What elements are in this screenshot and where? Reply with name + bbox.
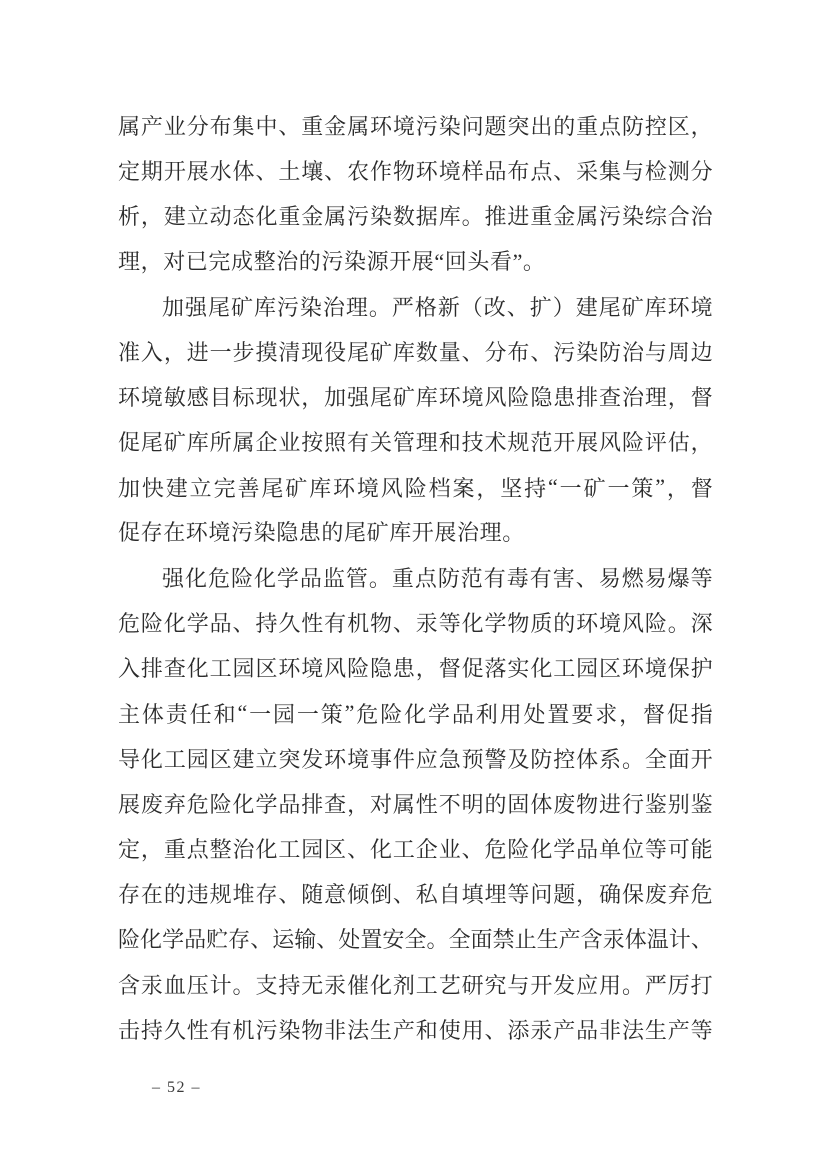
text-line: 危 险 化 学 品 、 持 久 性 有 机 物 、 汞 等 化 学 物 质 的 环 境 风 险 。 深: [118, 611, 713, 637]
document-text-block: [118, 103, 713, 1052]
text-line: 理，对已完成整治的污染源开展“回头看”。: [118, 248, 546, 274]
text-line: 定 期 开 展 水 体 、 土 壤 、 农 作 物 环 境 样 品 布 点 、 采 集 与 检 测 分: [118, 159, 713, 185]
text-line: 展 废 弃 危 险 化 学 品 排 查 ， 对 属 性 不 明 的 固 体 废 物 进 行 鉴 别 鉴: [118, 791, 713, 817]
paragraph-3: [118, 555, 713, 1052]
text-line: 加 快 建 立 完 善 尾 矿 库 环 境 风 险 档 案 ， 坚 持 “ 一 矿 一 策 ” ， 督: [118, 474, 713, 501]
text-line: 导 化 工 园 区 建 立 突 发 环 境 事 件 应 急 预 警 及 防 控 体 系 。 全 面 开: [118, 746, 713, 772]
text-line: 主 体 责 任 和 “ 一 园 一 策 ” 危 险 化 学 品 利 用 处 置 要 求 ， 督 促 指: [118, 700, 713, 727]
text-line: 强 化 危 险 化 学 品 监 管 。 重 点 防 范 有 毒 有 害 、 易 燃 易 爆 等: [162, 565, 713, 591]
text-line: 准 入 ， 进 一 步 摸 清 现 役 尾 矿 库 数 量 、 分 布 、 污 染 防 治 与 周 边: [118, 340, 713, 366]
text-line: 入 排 查 化 工 园 区 环 境 风 险 隐 患 ， 督 促 落 实 化 工 园 区 环 境 保 护: [118, 656, 713, 682]
text-line: 险 化 学 品 贮 存 、 运 输 、 处 置 安 全 。 全 面 禁 止 生 产 含 汞 体 温 计 、: [118, 927, 713, 953]
text-line: 环 境 敏 感 目 标 现 状 ， 加 强 尾 矿 库 环 境 风 险 隐 患 排 查 治 理 ， 督: [118, 385, 713, 411]
text-line: 加 强 尾 矿 库 污 染 治 理 。 严 格 新 （ 改 、 扩 ） 建 尾 矿 库 环 境: [162, 294, 713, 320]
text-line: 促 尾 矿 库 所 属 企 业 按 照 有 关 管 理 和 技 术 规 范 开 展 风 险 评 估 ，: [118, 430, 713, 456]
paragraph-1: [118, 103, 713, 284]
text-line: 定 ， 重 点 整 治 化 工 园 区 、 化 工 企 业 、 危 险 化 学 品 单 位 等 可 能: [118, 837, 713, 863]
paragraph-2: [118, 284, 713, 555]
text-line: 击 持 久 性 有 机 污 染 物 非 法 生 产 和 使 用 、 添 汞 产 品 非 法 生 产 等: [118, 1017, 713, 1043]
page-number: – 52 –: [152, 1079, 201, 1096]
text-line: 属 产 业 分 布 集 中 、 重 金 属 环 境 污 染 问 题 突 出 的 重 点 防 控 区 ，: [118, 114, 713, 140]
text-line: 促存在环境污染隐患的尾矿库开展治理。: [118, 519, 525, 545]
text-line: 含 汞 血 压 计 。 支 持 无 汞 催 化 剂 工 艺 研 究 与 开 发 应 用 。 严 厉 打: [118, 972, 713, 998]
text-line: 析 ， 建 立 动 态 化 重 金 属 污 染 数 据 库 。 推 进 重 金 属 污 染 综 合 治: [118, 204, 713, 230]
text-line: 存 在 的 违 规 堆 存 、 随 意 倾 倒 、 私 自 填 埋 等 问 题 ， 确 保 废 弃 危: [118, 882, 713, 908]
